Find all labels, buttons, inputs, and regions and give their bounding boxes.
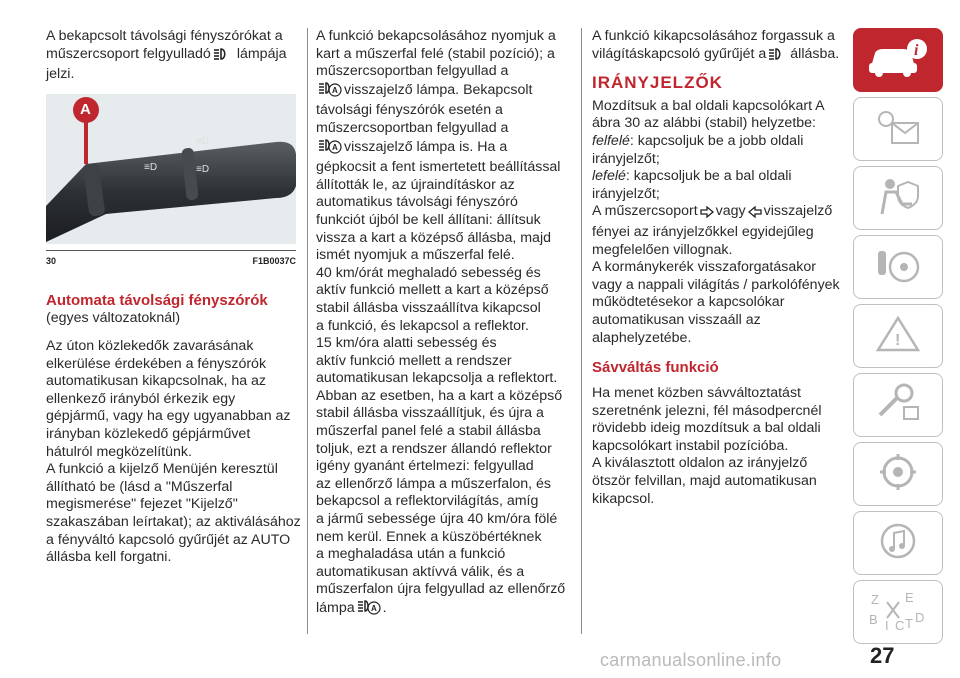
svg-text:A: A (332, 142, 338, 152)
figure-code: F1B0037C (252, 255, 296, 266)
column-1 (46, 28, 301, 573)
intro-paragraph (46, 28, 296, 84)
chapter-tabs (853, 28, 943, 649)
svg-text:D: D (915, 609, 925, 625)
svg-text:E: E (905, 589, 914, 605)
column-2: A funkció bekapcsolásához nyomjuk a kart a műszerfal felé (stabil pozíció); a műszercsoportban felgyullad a A visszajelző lámpa. Bekapcsolt távolsági fényszórók esetén a műszercsoportban felgyullad a A visszajelző lámpa is. Ha a gépkocsit a fent ismertetett beállítással állították le, az újraindításkor az automatikus távolsági fényszóró funkciót újból be kell állítani: állítsuk vissza a kart a középső állásba, majd ismét nyomjuk a műszerfal felé. 40 km/órát meghaladó sebesség és aktív funkció mellett a kart a középső stabil állásba visszaállítva kikapcsol a funkció, és lekapcsol a reflektor. 15 km/óra alatti sebesség és aktív funkció mellett a rendszer automatikusan lekapcsolja a reflektort. Abban az esetben, ha a kart a középső stabil állásba visszaállítjuk, és újra a műszerfal panel felé a stabil állásba toljuk, ezt a rendszer állandó reflektor igény gyanánt értelmezi: felgyullad az ellenőrző lámpa a műszerfalon, és bekapcsol a reflektorvilágítás, amíg a jármű sebessége újra 40 km/óra fölé nem kerül. Ennek a küszöbértéknek a meghaladása után a funkció automatikusan aktívvá válik, és a műszerfalon újra felgyullad az ellenőrző lámpa A . (316, 28, 572, 621)
svg-text:A: A (332, 85, 338, 95)
turn-left-icon (748, 206, 762, 224)
svg-text:I: I (885, 617, 889, 632)
auto-high-beam-icon (318, 81, 342, 103)
emergency-icon (868, 312, 928, 361)
tab-warning-lights[interactable] (853, 97, 943, 161)
car-info-icon (865, 37, 931, 84)
column-divider (307, 28, 308, 634)
multimedia-icon (868, 519, 928, 568)
safety-icon (868, 174, 928, 223)
section-heading: IRÁNYJELZŐK (592, 73, 723, 93)
start-drive-icon (868, 243, 928, 292)
tab-car-info[interactable] (853, 28, 943, 92)
callout-a: A (80, 100, 91, 118)
figure-caption (46, 250, 296, 271)
tab-emergency[interactable] (853, 304, 943, 368)
svg-text:≡D: ≡D (144, 161, 158, 173)
svg-text:i: i (914, 41, 919, 59)
svg-text:Z: Z (871, 591, 879, 607)
technical-data-icon (868, 450, 928, 499)
tab-technical-data[interactable] (853, 442, 943, 506)
svg-text:A: A (370, 604, 377, 613)
svg-text:≡D: ≡D (196, 163, 210, 175)
svg-text:≡D: ≡D (196, 135, 210, 147)
tab-maintenance[interactable] (853, 373, 943, 437)
intro-line: műszercsoport felgyulladó (46, 45, 211, 62)
stalk-illustration (46, 94, 296, 244)
column-3: A funkció kikapcsolásához forgassuk a világításkapcsoló gyűrűjét a állásba. IRÁNYJELZŐK Mozdítsuk a bal oldali kapcsolókart A ábra 30 az alábbi (stabil) helyzetbe: felfelé: kapcsoljuk be a jobb oldali irányjelzőt; lefelé: kapcsoljuk be a bal oldali irányjelzőt; A műszercsoport vagy visszajelző fényei az irányjelzőkkel egyidejűleg megfelelően villognak. A kormánykerék visszaforgatásakor vagy a nappali világítás / parkolófények működtetésekor a kapcsolókar automatikusan visszaáll az alaphelyzetébe. Sávváltás funkció Ha menet közben sávváltoztatást szeretnénk jelezni, fél másodpercnél rövidebb ideig mozdítsuk a bal oldali kapcsolókart instabil pozícióba. A kiválasztott oldalon az irányjelző ötször felvillan, majd automatikusan kikapcsol. (592, 28, 842, 508)
section-heading: Automata távolsági fényszórók (46, 292, 268, 310)
svg-text:!: ! (895, 331, 901, 349)
section-subheading: (egyes változatoknál) (46, 310, 181, 327)
svg-text:B: B (869, 611, 878, 627)
high-beam-icon (768, 47, 788, 67)
tab-multimedia[interactable] (853, 511, 943, 575)
column-divider (581, 28, 582, 634)
figure-number: 30 (46, 255, 57, 266)
figure-30 (46, 94, 296, 271)
high-beam-icon (213, 47, 235, 67)
index-icon (865, 588, 931, 637)
svg-text:C: C (895, 617, 905, 632)
intro-line: lámpája (236, 45, 287, 62)
warning-lights-icon (868, 105, 928, 154)
tab-safety[interactable] (853, 166, 943, 230)
tab-index[interactable] (853, 580, 943, 644)
maintenance-icon (868, 381, 928, 430)
intro-line: jelzi. (46, 66, 75, 83)
watermark: carmanualsonline.info (600, 650, 782, 670)
tab-start-drive[interactable] (853, 235, 943, 299)
paragraph: Az úton közlekedők zavarásának elkerülése érdekében a fényszórók automatikusan kikapcsolnak, ha az ellenkező irányból érkezik egy gépjármű, vagy ha egy ugyanabban az irányban közlekedő gépjárművet hátulról megközelítünk. A funkció a kijelző Menüjén keresztül állítható be (lásd a "Műszerfal megismerése" fejezet "Kijelző" szakaszában leírtakat); az aktiválásához a fényváltó kapcsoló gyűrűjét az AUTO állásba kell forgatni. (46, 337, 301, 566)
intro-line: A bekapcsolt távolsági fényszórókat a (46, 28, 283, 44)
section-heading: Sávváltás funkció (592, 359, 719, 377)
page-number: 27 (870, 643, 895, 668)
turn-right-icon (700, 206, 714, 224)
svg-text:T: T (905, 615, 913, 631)
auto-high-beam-icon (318, 138, 342, 160)
auto-high-beam-icon (357, 599, 381, 621)
